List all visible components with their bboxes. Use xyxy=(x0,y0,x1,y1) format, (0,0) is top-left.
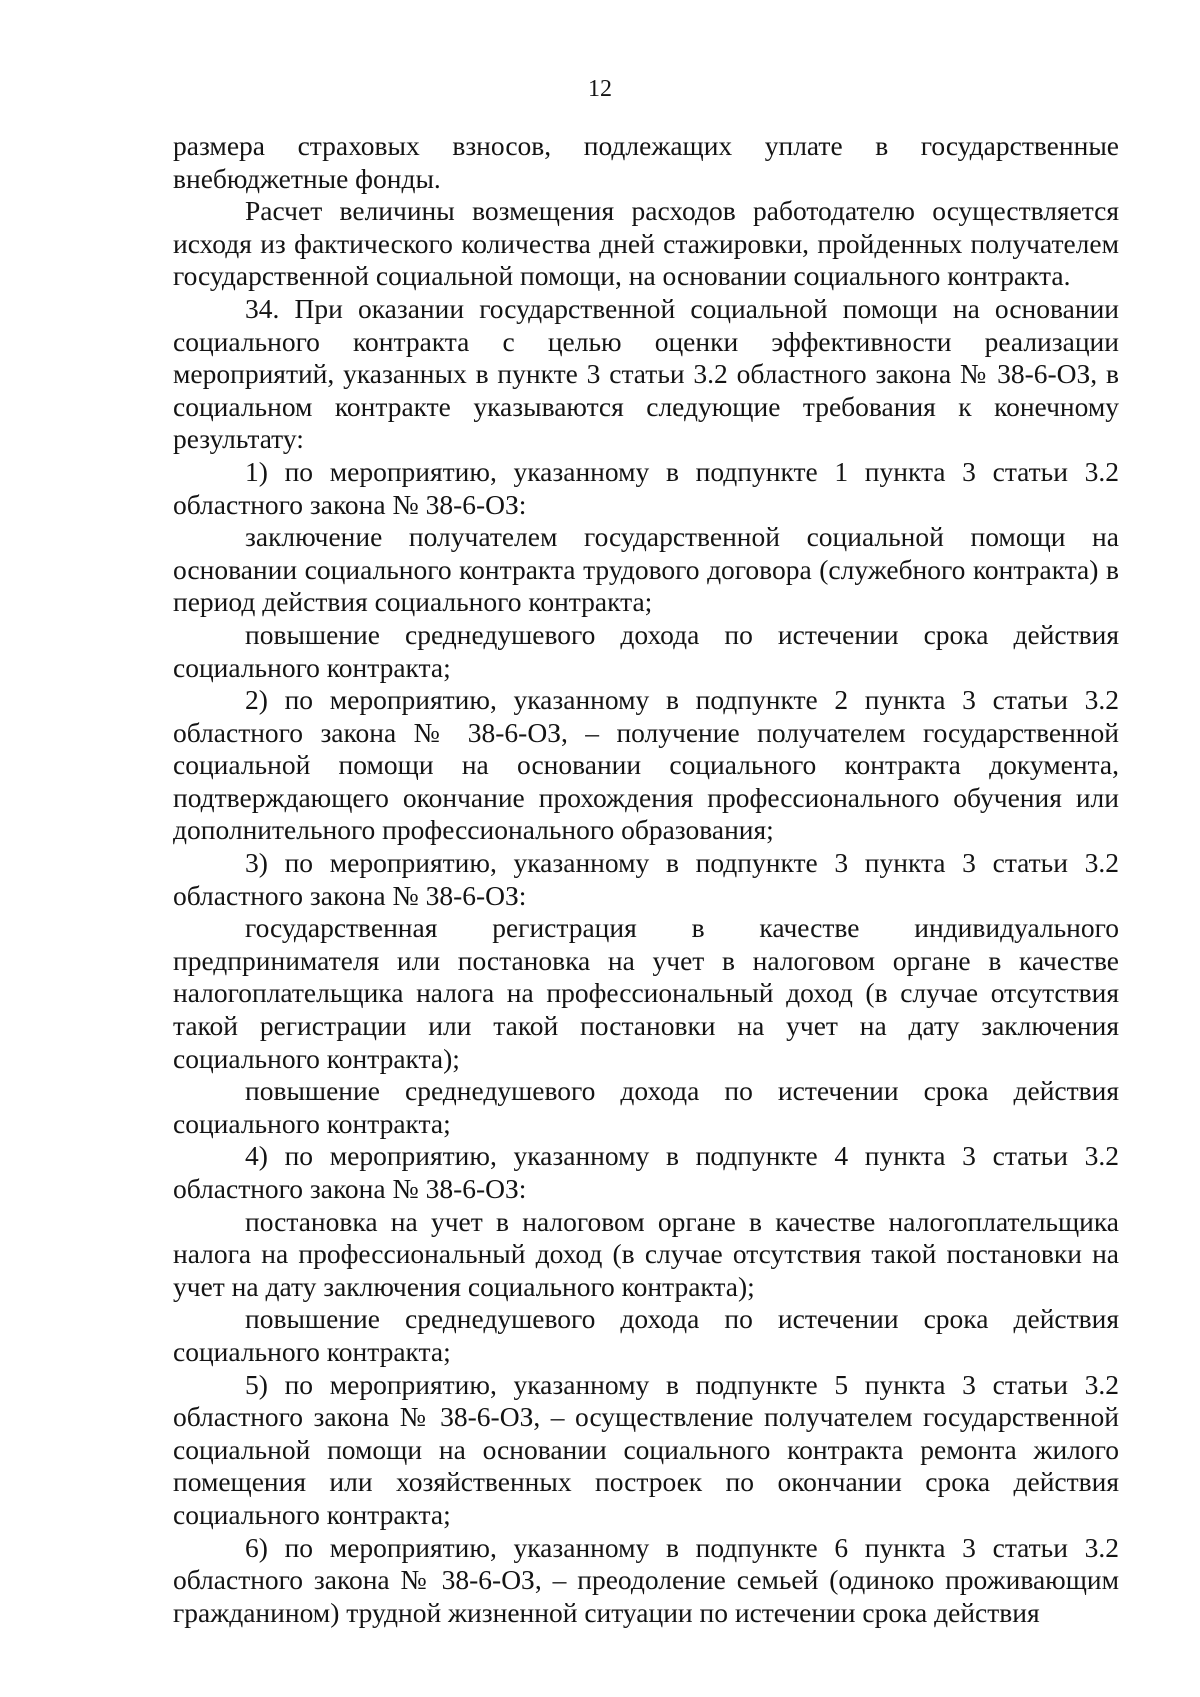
paragraph-item-4: 4) по мероприятию, указанному в подпункте 4 пункта 3 статьи 3.2 областного закона № 38-6-ОЗ: xyxy=(173,1140,1119,1204)
page-number: 12 xyxy=(588,76,612,102)
paragraph-reimbursement: Расчет величины возмещения расходов работодателю осуществляется исходя из фактического количества дней стажировки, пройденных получателем государственной социальной помощи, на основании социального контракта. xyxy=(173,195,1119,292)
paragraph-item-1-requirement-a: заключение получателем государственной социальной помощи на основании социального контракта трудового договора (служебного контракта) в период действия социального контракта; xyxy=(173,521,1119,618)
paragraph-item-4-requirement-b: повышение среднедушевого дохода по истечении срока действия социального контракта; xyxy=(173,1303,1119,1367)
paragraph-item-5: 5) по мероприятию, указанному в подпункте 5 пункта 3 статьи 3.2 областного закона № 38-6-ОЗ, – осуществление получателем государственной социальной помощи на основании социального контракта ремонта жилого помещения или хозяйственных построек по окончании срока действия социального контракта; xyxy=(173,1368,1119,1530)
paragraph-item-2: 2) по мероприятию, указанному в подпункте 2 пункта 3 статьи 3.2 областного закона № 38-6-ОЗ, – получение получателем государственной социальной помощи на основании социального контракта документа, подтверждающего окончание прохождения профессионального обучения или дополнительного профессионального образования; xyxy=(173,684,1119,846)
paragraph-continuation: размера страховых взносов, подлежащих уплате в государственные внебюджетные фонды. xyxy=(173,130,1119,194)
paragraph-item-6: 6) по мероприятию, указанному в подпункте 6 пункта 3 статьи 3.2 областного закона № 38-6-ОЗ, – преодоление семьей (одиноко проживающим гражданином) трудной жизненной ситуации по истечении срока действия xyxy=(173,1531,1119,1628)
paragraph-item-1: 1) по мероприятию, указанному в подпункте 1 пункта 3 статьи 3.2 областного закона № 38-6-ОЗ: xyxy=(173,455,1119,520)
document-body xyxy=(173,130,1119,1629)
paragraph-item-4-requirement-a: постановка на учет в налоговом органе в качестве налогоплательщика налога на профессиональный доход (в случае отсутствия такой постановки на учет на дату заключения социального контракта); xyxy=(173,1205,1119,1302)
paragraph-item-3-requirement-b: повышение среднедушевого дохода по истечении срока действия социального контракта; xyxy=(173,1075,1119,1139)
paragraph-item-1-requirement-b: повышение среднедушевого дохода по истечении срока действия социального контракта; xyxy=(173,618,1119,683)
paragraph-item-3-requirement-a: государственная регистрация в качестве индивидуального предпринимателя или постановка на учет в налоговом органе в качестве налогоплательщика налога на профессиональный доход (в случае отсутствия такой регистрации или такой постановки на учет на дату заключения социального контракта); xyxy=(173,912,1119,1074)
paragraph-item-3: 3) по мероприятию, указанному в подпункте 3 пункта 3 статьи 3.2 областного закона № 38-6-ОЗ: xyxy=(173,847,1119,911)
paragraph-clause-34: 34. При оказании государственной социальной помощи на основании социального контракта с целью оценки эффективности реализации мероприятий, указанных в пункте 3 статьи 3.2 областного закона № 38-6-ОЗ, в социальном контракте указываются следующие требования к конечному результату: xyxy=(173,292,1119,455)
